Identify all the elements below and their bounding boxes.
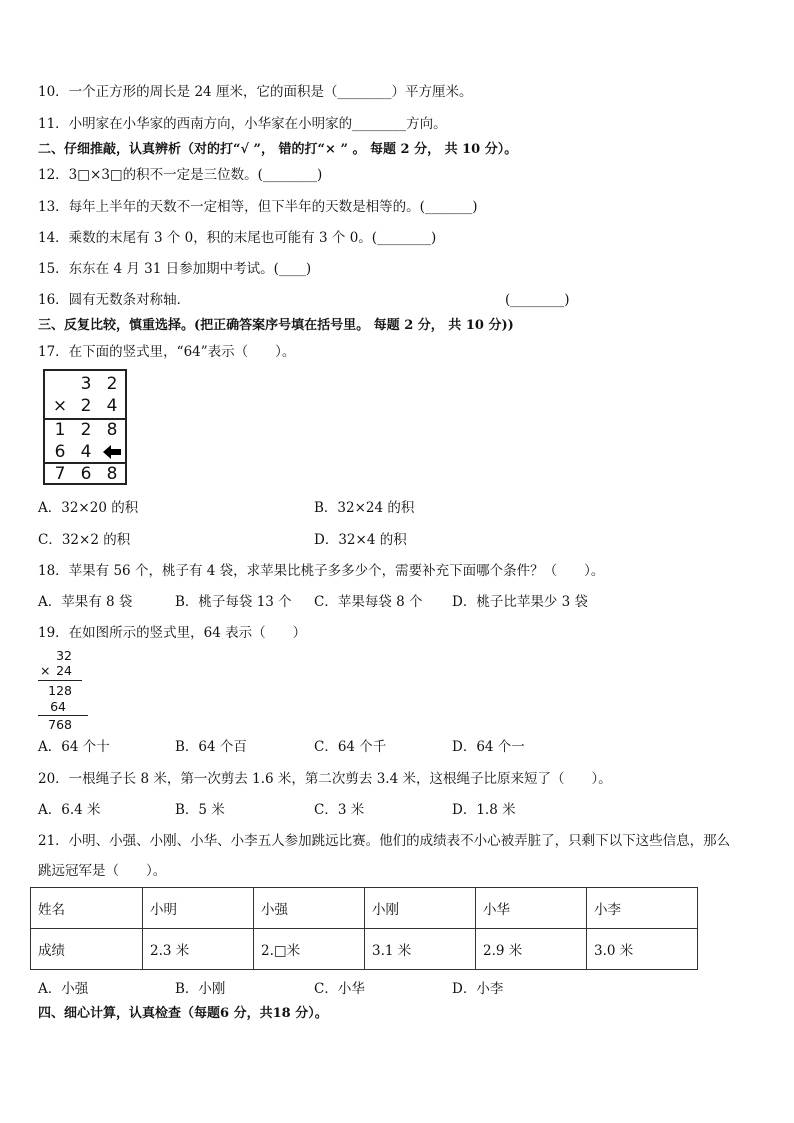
q18-option-d: D．桃子比苹果少 3 袋 — [452, 594, 588, 610]
calc-rule — [38, 715, 88, 716]
table-row — [31, 929, 698, 970]
table-header-cell: 小华 — [476, 888, 587, 929]
table-row — [31, 888, 698, 929]
table-cell: 3.0 米 — [587, 929, 698, 970]
calc-number: 24 — [56, 663, 72, 678]
calc-row — [45, 395, 125, 417]
section-3-heading: 三、反复比较，慎重选择。(把正确答案序号填在括号里。 每题 2 分， 共 10 分)) — [38, 318, 514, 333]
calc-digit: 2 — [80, 396, 92, 416]
calc-digit: 2 — [80, 420, 92, 440]
q19-option-d: D．64 个一 — [452, 739, 525, 755]
line-q12: 12．3□×3□的积不一定是三位数。(________) — [38, 167, 323, 183]
q17-option-c: C．32×2 的积 — [38, 532, 131, 548]
line-q20: 20．一根绳子长 8 米，第一次剪去 1.6 米，第二次剪去 3.4 米，这根绳子比原来短了（ ）。 — [38, 771, 612, 787]
section-2-heading: 二、仔细推敲，认真辨析（对的打“√ ”， 错的打“× ” 。 每题 2 分， 共 10 分）。 — [38, 142, 518, 157]
calc-number: 128 — [48, 683, 72, 698]
calc-digit: 1 — [54, 420, 66, 440]
q20-option-b: B．5 米 — [175, 802, 225, 818]
table-header-cell: 小强 — [254, 888, 365, 929]
score-table — [30, 887, 698, 970]
q20-option-c: C．3 米 — [314, 802, 365, 818]
table-header-cell: 姓名 — [31, 888, 143, 929]
table-header-cell: 小刚 — [365, 888, 476, 929]
line-q11: 11．小明家在小华家的西南方向，小华家在小明家的________方向。 — [38, 116, 447, 132]
q17-option-a: A．32×20 的积 — [38, 500, 139, 516]
table-cell: 2.□米 — [254, 929, 365, 970]
line-q18: 18．苹果有 56 个，桃子有 4 袋，求苹果比桃子多多少个，需要补充下面哪个条件？（ ）。 — [38, 563, 605, 579]
calc-row — [45, 441, 125, 463]
calc-rule — [38, 680, 82, 681]
q19-option-b: B．64 个百 — [175, 739, 247, 755]
q17-option-d: D．32×4 的积 — [314, 532, 407, 548]
calc-row — [45, 419, 125, 441]
q21-option-a: A．小强 — [38, 981, 89, 997]
line-q15: 15．东东在 4 月 31 日参加期中考试。(____) — [38, 261, 312, 277]
q17-option-b: B．32×24 的积 — [314, 500, 415, 516]
calc-digit: 7 — [54, 464, 66, 484]
calc-digit: 4 — [80, 442, 92, 462]
line-q19: 19．在如图所示的竖式里，64 表示（ ） — [38, 625, 307, 641]
calc-number: 768 — [48, 717, 72, 732]
calc-digit: 4 — [106, 396, 118, 416]
line-q14: 14．乘数的末尾有 3 个 0，积的末尾也可能有 3 个 0。(________) — [38, 230, 437, 246]
line-q21-cont: 跳远冠军是（ ）。 — [38, 863, 167, 879]
section-4-heading: 四、细心计算，认真检查（每题6 分，共18 分）。 — [38, 1006, 328, 1021]
q19-option-a: A．64 个十 — [38, 739, 110, 755]
line-q16: 16．圆有无数条对称轴． — [38, 292, 191, 308]
line-q13: 13．每年上半年的天数不一定相等，但下半年的天数是相等的。(_______) — [38, 199, 478, 215]
times-sign: × — [40, 663, 51, 678]
q19-vertical-calculation — [36, 648, 106, 738]
calc-row — [45, 373, 125, 395]
calc-number: 32 — [56, 648, 72, 663]
calc-digit: 2 — [106, 374, 118, 394]
table-cell: 2.9 米 — [476, 929, 587, 970]
table-cell: 2.3 米 — [143, 929, 254, 970]
q21-option-d: D．小李 — [452, 981, 504, 997]
q21-option-b: B．小刚 — [175, 981, 226, 997]
q18-option-b: B．桃子每袋 13 个 — [175, 594, 292, 610]
calc-digit: 8 — [106, 464, 118, 484]
calc-digit: 3 — [80, 374, 92, 394]
line-q21: 21．小明、小强、小刚、小华、小李五人参加跳远比赛。他们的成绩表不小心被弄脏了，只剩下以下这些信息，那么 — [38, 833, 731, 849]
calc-digit: 6 — [54, 442, 66, 462]
q20-option-d: D．1.8 米 — [452, 802, 516, 818]
line-q16-blank: (________) — [505, 292, 570, 308]
q20-option-a: A．6.4 米 — [38, 802, 101, 818]
table-cell: 成绩 — [31, 929, 143, 970]
calc-digit: × — [52, 396, 68, 416]
q17-vertical-calculation — [43, 369, 127, 485]
q18-option-a: A．苹果有 8 袋 — [38, 594, 133, 610]
calc-digit: 8 — [106, 420, 118, 440]
q21-option-c: C．小华 — [314, 981, 365, 997]
calc-digit: 6 — [80, 464, 92, 484]
table-header-cell: 小明 — [143, 888, 254, 929]
table-cell: 3.1 米 — [365, 929, 476, 970]
table-header-cell: 小李 — [587, 888, 698, 929]
line-q17: 17．在下面的竖式里，“64”表示（ ）。 — [38, 344, 296, 360]
line-q10: 10．一个正方形的周长是 24 厘米，它的面积是（________）平方厘米。 — [38, 84, 473, 100]
calc-number: 64 — [50, 699, 66, 714]
q19-option-c: C．64 个千 — [314, 739, 387, 755]
left-arrow-icon-bar — [110, 449, 121, 455]
q18-option-c: C．苹果每袋 8 个 — [314, 594, 423, 610]
calc-row — [45, 463, 125, 485]
